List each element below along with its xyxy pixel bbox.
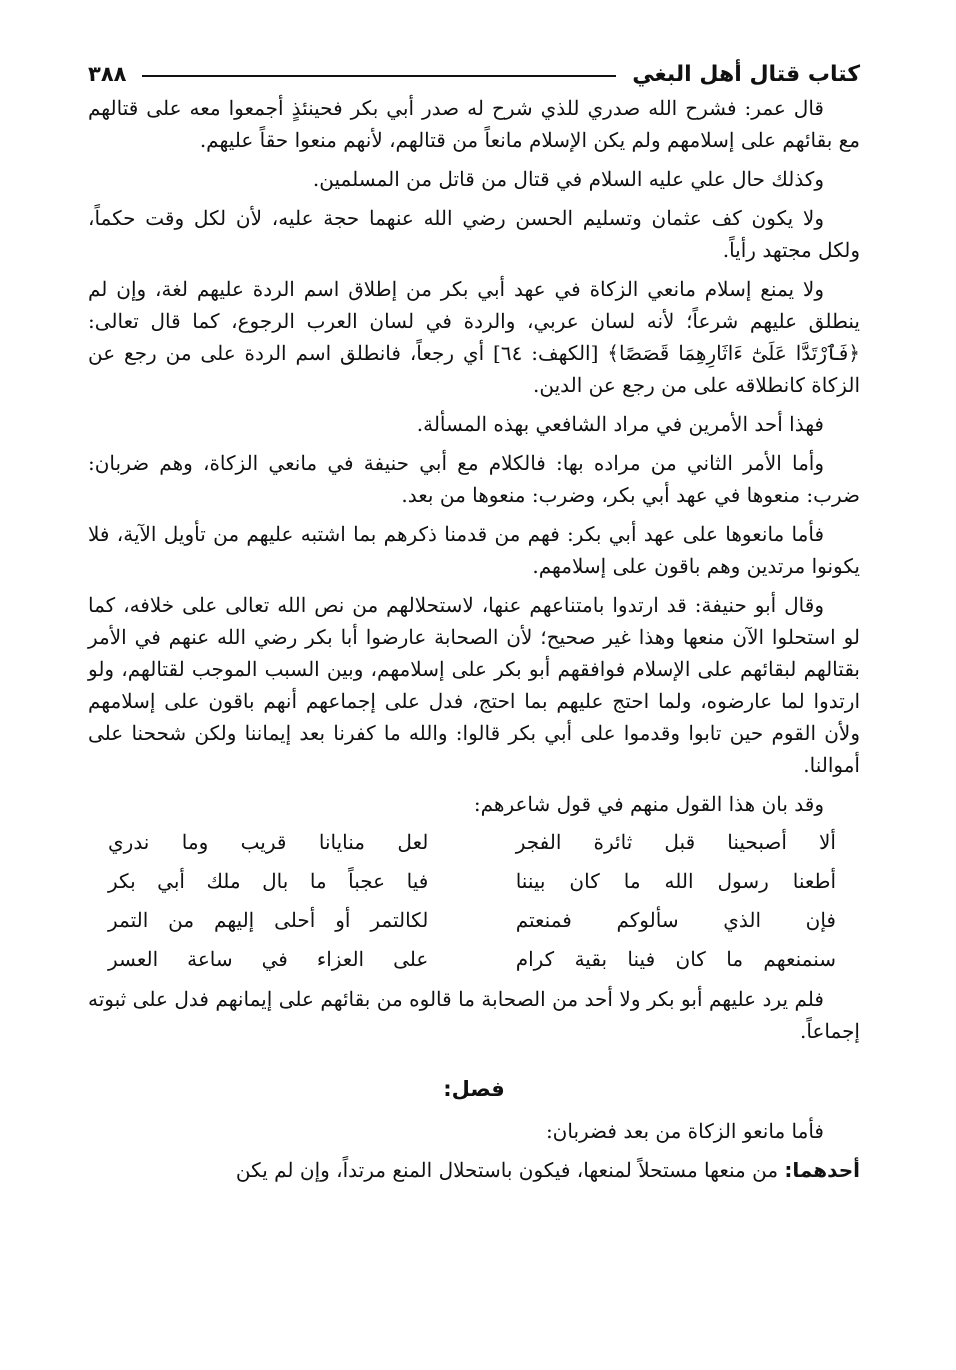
first-hemistich: ألا أصبحينا قبل ثائرة الفجر [515, 830, 836, 854]
first-hemistich: أطعنا رسول الله ما كان بيننا [515, 869, 836, 893]
paragraph: وأما الأمر الثاني من مراده بها: فالكلام مع أبي حنيفة في مانعي الزكاة، وهم ضربان: ضرب: منعوها في عهد أبي بكر، وضرب: منعوها من بعد. [88, 451, 860, 507]
paragraph-text: [الكهف: ٦٤] أي رجعاً، فانطلق اسم الردة على من رجع عن الزكاة كانطلاقه على من رجع عن الدين. [88, 341, 860, 397]
paragraph: فهذا أحد الأمرين في مراد الشافعي بهذه المسألة. [416, 412, 824, 436]
second-hemistich: لكالتمر أو أحلى إليهم من التمر [108, 908, 429, 932]
poem [108, 827, 836, 974]
poem-verse [108, 866, 836, 896]
page-body [88, 92, 860, 1193]
section-first-item [88, 1154, 860, 1186]
paragraph: فأما مانعوها على عهد أبي بكر: فهم من قدمنا ذكرهم بما اشتبه عليهم من تأويل الآية، فلا يكونوا مرتدين وهم باقون على إسلامهم. [88, 522, 860, 578]
section-title: فصل: [443, 1077, 505, 1101]
paragraph: وقد بان هذا القول منهم في قول شاعرهم: [473, 792, 824, 816]
first-hemistich: فإن الذي سألوكم فمنعتم [515, 908, 836, 932]
poem-verse [108, 944, 836, 974]
paragraph: فلم يرد عليهم أبو بكر ولا أحد من الصحابة ما قالوه من بقائهم على إيمانهم فدل على ثبوته إجماعاً. [88, 987, 860, 1043]
paragraph-text: ولا يمنع إسلام مانعي الزكاة في عهد أبي بكر من إطلاق اسم الردة عليهم لغة، وإن لم ينطلق عليهم شرعاً؛ لأنه لسان عربي، والردة في لسان العرب الرجوع، كما قال تعالى: [88, 277, 860, 333]
quran-verse: ﴿فَٱرْتَدَّا عَلَىٰٓ ءَاثَارِهِمَا قَصَصًا﴾ [607, 341, 861, 365]
second-hemistich: لعل منايانا قريب وما ندري [108, 830, 429, 854]
section-intro: فأما مانعو الزكاة من بعد فضربان: [545, 1119, 824, 1143]
poem-verse [108, 827, 836, 857]
book-title: كتاب قتال أهل البغي [632, 61, 860, 87]
second-hemistich: فيا عجباً ما بال ملك أبي بكر [108, 869, 429, 893]
paragraph: ولا يكون كف عثمان وتسليم الحسن رضي الله عنهما حجة عليه، لأن لكل وقت حكماً، ولكل مجتهد رأياً. [88, 206, 860, 262]
page-number: ٣٨٨ [88, 62, 127, 86]
first-hemistich: سنمنعهم ما كان فينا بقية كرام [515, 947, 836, 971]
header-rule [142, 75, 616, 77]
paragraph: قال عمر: فشرح الله صدري للذي شرح له صدر أبي بكر فحينئذٍ أجمعوا معه على قتالهم مع بقائهم على إسلامهم ولم يكن الإسلام مانعاً من قتالهم، لأنهم منعوا حقاً عليهم. [88, 96, 860, 152]
item-label: أحدهما: [784, 1158, 860, 1182]
item-text: من منعها مستحلاً لمنعها، فيكون باستحلال المنع مرتداً، وإن لم يكن [235, 1158, 785, 1182]
page-header [88, 56, 860, 92]
second-hemistich: على العزاء في ساعة العسر [108, 947, 429, 971]
poem-verse [108, 905, 836, 935]
riddah-paragraph [88, 273, 860, 401]
paragraph: وكذلك حال علي عليه السلام في قتال من قاتل من المسلمين. [312, 167, 824, 191]
paragraph: وقال أبو حنيفة: قد ارتدوا بامتناعهم عنها، لاستحلالهم من نص الله تعالى على خلافه، كما لو استحلوا الآن منعها وهذا غير صحيح؛ لأن الصحابة عارضوا أبا بكر رضي الله عنهم في الأمر بقتالهم لبقائهم على الإسلام فوافقهم أبو بكر على إسلامهم، وبين السبب الموجب لقتالهم، ولو ارتدوا لما عارضوه، ولما احتج عليهم بما احتج، فدل على إجماعهم أنهم باقون على إسلامهم ولأن القوم حين تابوا وقدموا على أبي بكر قالوا: والله ما كفرنا بعد إيماننا ولكن شححنا على أموالنا. [88, 593, 860, 777]
